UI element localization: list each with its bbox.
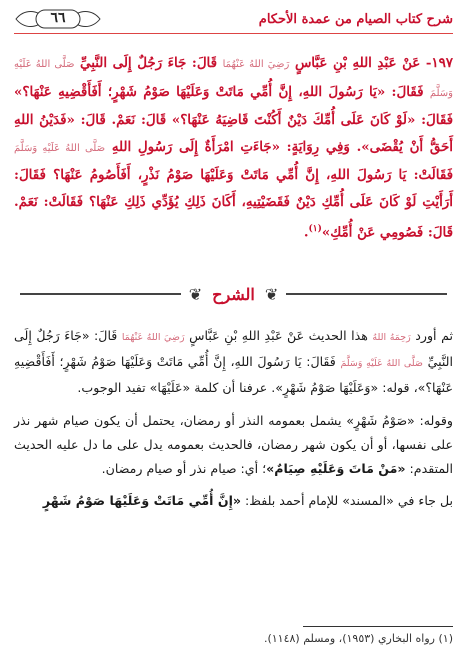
honorific-salawat: صَلَّى اللهُ عَلَيْهِ وَسَلَّمَ <box>14 142 106 154</box>
heading-rule-left <box>20 293 181 295</box>
header-rule <box>14 33 453 34</box>
commentary-text: هذا الحديث عَنْ عَبْدِ اللهِ بْنِ عَبَّاسٍ <box>189 328 368 343</box>
hadith-part-1: عَنْ عَبْدِ اللهِ بْنِ عَبَّاسٍ <box>294 55 421 71</box>
footnote: (١) رواه البخاري (١٩٥٣)، ومسلم (١١٤٨). <box>263 632 453 645</box>
commentary-paragraph <box>14 489 453 513</box>
commentary-text: ثم أورد <box>415 328 453 343</box>
honorific-radiyallah: رَضِيَ اللهُ عَنْهُمَا <box>222 59 290 70</box>
hadith-number: ١٩٧- <box>425 55 453 71</box>
running-title: شرح كتاب الصيام من عمدة الأحكام <box>258 11 453 27</box>
section-heading <box>14 280 453 308</box>
page-header <box>14 6 453 32</box>
commentary-body <box>14 324 453 521</box>
ornament-icon: ❦ <box>188 284 203 304</box>
commentary-text: وقوله: «صَوْمُ شَهْرٍ» يشمل بعمومه النذر أو رمضان، يحتمل أن يكون صيام شهر نذر على نفسها، أو أن يكون شهر رمضان، فالحديث بعمومه يدل على ما دل عليه الحديث المتقدم: <box>14 412 453 477</box>
honorific-salawat: صَلَّى اللهُ عَلَيْهِ وَسَلَّمَ <box>14 59 453 99</box>
footnote-rule <box>303 626 453 627</box>
commentary-text: فَقَالَ: يَا رَسُولَ اللهِ، إِنَّ أُمِّي مَاتَتْ وَعَلَيْهَا صَوْمُ شَهْرٍ؛ أَفَأَقْضِيهِ عَنْهَا؟»، قوله: «وَعَلَيْهَا صَوْمُ شَهْرٍ». عرفنا أن كلمة «عَلَيْهَا» تفيد الوجوب. <box>14 354 453 396</box>
commentary-text: قَالَ: «جَاءَ رَجُلٌ إِلَى النَّبِيِّ <box>14 328 454 370</box>
commentary-text: ؛ أي: صيام نذر أو صيام رمضان. <box>101 461 267 477</box>
heading-rule-right <box>286 293 447 295</box>
quoted-hadith: «مَنْ مَاتَ وَعَلَيْهِ صِيَامٌ» <box>266 461 406 477</box>
commentary-paragraph <box>14 324 453 401</box>
honorific-salawat: صَلَّى اللهُ عَلَيْهِ وَسَلَّمَ <box>340 358 423 370</box>
commentary-text: بل جاء في «المسند» للإمام أحمد بلفظ: <box>245 493 453 509</box>
honorific-radiyallah: رَضِيَ اللهُ عَنْهُمَا <box>121 332 185 343</box>
page-number-frame <box>14 8 102 30</box>
ornament-icon: ❦ <box>264 284 279 304</box>
section-title: الشرح <box>212 284 255 304</box>
hadith-part-3: فَقَالَ: «يَا رَسُولَ اللهِ، إِنَّ أُمِّي مَاتَتْ وَعَلَيْهَا صَوْمُ شَهْرٍ؛ أَفَأَقْضِيهِ عَنْهَا؟» فَقَالَ: «لَوْ كَانَ عَلَى أُمِّكَ دَيْنٌ أَكُنْتَ قَاضِيَهُ عَنْهَا؟» قَالَ: نَعَمْ. قَالَ: «فَدَيْنُ اللهِ أَحَقُّ أَنْ يُقْضَى». وَفِي رِوَايَةٍ: «جَاءَتِ امْرَأَةٌ إِلَى رَسُولِ اللهِ <box>14 83 453 155</box>
footnote-reference[interactable]: (١) <box>308 223 322 234</box>
commentary-paragraph <box>14 409 453 482</box>
hadith-text: ١٩٧- عَنْ عَبْدِ اللهِ بْنِ عَبَّاسٍ رَضِيَ اللهُ عَنْهُمَا قَالَ: جَاءَ رَجُلٌ إِلَى النَّبِيِّ صَلَّى اللهُ عَلَيْهِ وَسَلَّمَ فَقَالَ: «يَا رَسُولَ اللهِ، إِنَّ أُمِّي مَاتَتْ وَعَلَيْهَا صَوْمُ شَهْرٍ؛ أَفَأَقْضِيهِ عَنْهَا؟» فَقَالَ: «لَوْ كَانَ عَلَى أُمِّكَ دَيْنٌ أَكُنْتَ قَاضِيَهُ عَنْهَا؟» قَالَ: نَعَمْ. قَالَ: «فَدَيْنُ اللهِ أَحَقُّ أَنْ يُقْضَى». وَفِي رِوَايَةٍ: «جَاءَتِ امْرَأَةٌ إِلَى رَسُولِ اللهِ صَلَّى اللهُ عَلَيْهِ وَسَلَّمَ فَقَالَتْ: يَا رَسُولَ اللهِ، إِنَّ أُمِّي مَاتَتْ وَعَلَيْهَا صَوْمُ نَذْرٍ، أَفَأَصُومُ عَنْهَا؟ فَقَالَ: أَرَأَيْتِ لَوْ كَانَ عَلَى أُمِّكِ دَيْنٌ فَقَضَيْتِيهِ، أَكَانَ ذَلِكِ يُؤَدِّي ذَلِكِ عَنْهَا؟ فَقَالَتْ: نَعَمْ. قَالَ: فَصُومِي عَنْ أُمِّكِ»$^{(١)}$. <box>14 55 453 241</box>
hadith-part-2: قَالَ: جَاءَ رَجُلٌ إِلَى النَّبِيِّ <box>80 55 218 71</box>
quoted-hadith: «إِنَّ أُمِّي مَاتَتْ وَعَلَيْهَا صَوْمُ شَهْرٍ <box>42 493 242 509</box>
honorific-rahimahullah: رَحِمَهُ اللهُ <box>372 332 411 343</box>
page-number: ٦٦ <box>50 10 66 26</box>
hadith-part-4: فَقَالَتْ: يَا رَسُولَ اللهِ، إِنَّ أُمِّي مَاتَتْ وَعَلَيْهَا صَوْمُ نَذْرٍ، أَفَأَصُومُ عَنْهَا؟ فَقَالَ: أَرَأَيْتِ لَوْ كَانَ عَلَى أُمِّكِ دَيْنٌ فَقَضَيْتِيهِ، أَكَانَ ذَلِكِ يُؤَدِّي ذَلِكِ عَنْهَا؟ فَقَالَتْ: نَعَمْ. قَالَ: فَصُومِي عَنْ أُمِّكِ» <box>14 167 453 241</box>
